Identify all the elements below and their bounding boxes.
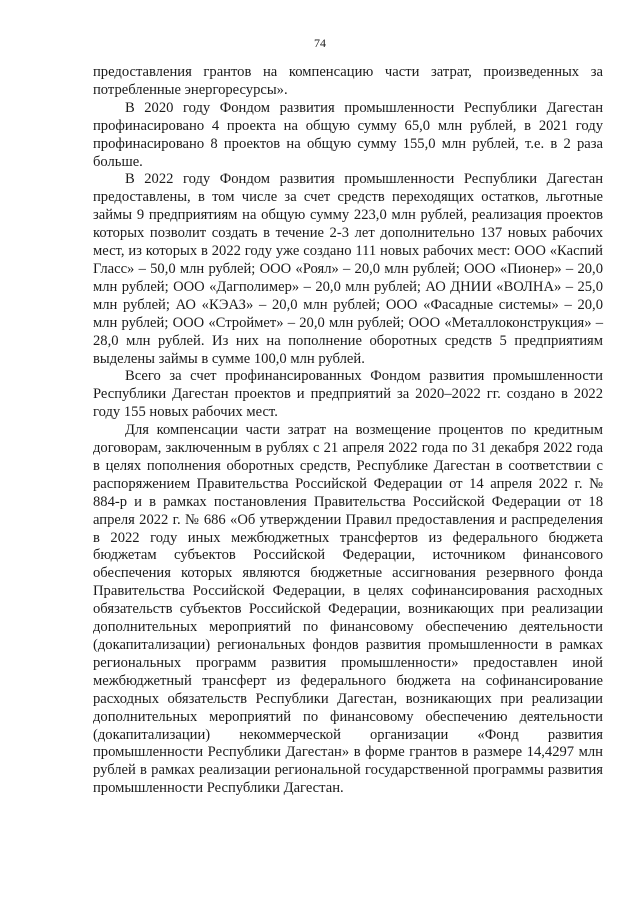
paragraph-jobs-total: Всего за счет профинансированных Фондом развития промышленности Республики Дагестан проектов и предприятий за 2020–2022 гг. создано в 2022 году 155 новых рабочих мест. — [93, 368, 603, 421]
page-number: 74 — [314, 36, 326, 50]
paragraph-funding-2020-2021: В 2020 году Фондом развития промышленности Республики Дагестан профинасировано 4 проекта на общую сумму 65,0 млн рублей, в 2021 году профинасировано 8 проектов на общую сумму 155,0 млн рублей, т.е. в 2 раза больше. — [93, 99, 603, 170]
paragraph-interbudget-transfer: Для компенсации части затрат на возмещение процентов по кредитным договорам, заключенным в рублях с 21 апреля 2022 года по 31 декабря 2022 года в целях пополнения оборотных средств, Республике Дагестан в соответствии с распоряжением Правительства Российской Федерации от 14 апреля 2022 г. № 884-р и в рамках постановления Правительства Российской Федерации от 18 апреля 2022 г. № 686 «Об утверждении Правил предоставления и распределения в 2022 году иных межбюджетных трансфертов из федерального бюджета бюджетам субъектов Российской Федерации, источником финансового обеспечения которых являются бюджетные ассигнования резервного фонда Правительства Российской Федерации, в целях софинансирования расходных обязательств субъектов Российской Федерации, возникающих при реализации дополнительных мероприятий по финансовому обеспечению деятельности (докапитализации) региональных фондов развития промышленности в рамках региональных программ развития промышленности» предоставлен иной межбюджетный трансферт из федерального бюджета на софинансирование расходных обязательств Республики Дагестан, возникающих при реализации дополнительных мероприятий по финансовому обеспечению деятельности (докапитализации) некоммерческой организации «Фонд развития промышленности Республики Дагестан» в форме грантов в размере 14,4297 млн рублей в рамках реализации региональной государственной программы развития промышленности Республики Дагестан. — [93, 422, 603, 797]
paragraph-loans-2022: В 2022 году Фондом развития промышленности Республики Дагестан предоставлены, в том числе за счет средств переходящих остатков, льготные займы 9 предприятиям на общую сумму 223,0 млн рублей, реализация проектов которых позволит создать в течение 2-3 лет дополнительно 137 новых рабочих мест, из которых в 2022 году уже создано 111 новых рабочих мест: ООО «Каспий Гласс» – 50,0 млн рублей; ООО «Роял» – 20,0 млн рублей; ООО «Пионер» – 20,0 млн рублей; ООО «Дагполимер» – 20,0 млн рублей; АО ДНИИ «ВОЛНА» – 25,0 млн рублей; АО «КЭАЗ» – 20,0 млн рублей; ООО «Фасадные системы» – 20,0 млн рублей; ООО «Строймет» – 20,0 млн рублей; ООО «Металлоконструкция» – 28,0 млн рублей. Из них на пополнение оборотных средств 5 предприятиям выделены займы в сумме 100,0 млн рублей. — [93, 171, 603, 367]
document-body — [93, 64, 603, 798]
paragraph-continuation: предоставления грантов на компенсацию части затрат, произведенных за потребленные энергоресурсы». — [93, 64, 603, 98]
